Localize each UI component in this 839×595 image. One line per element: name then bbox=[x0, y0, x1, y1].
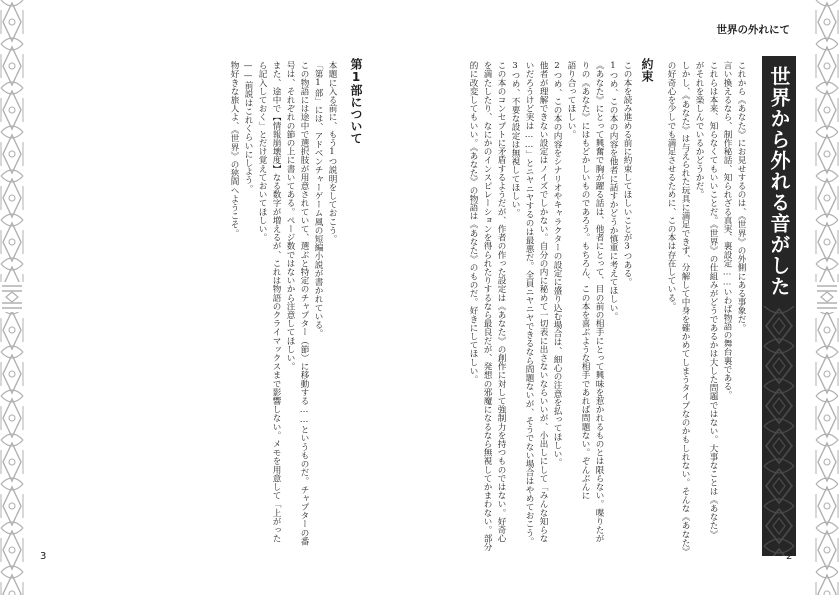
text-line: 「第1部」には、アドベンチャーゲーム風の短編小説が書かれている。 bbox=[313, 61, 323, 338]
text-line: この本のコンセプトに矛盾するようだが、作者の作った設定は《あなた》の創作に対して強制力を持つものではない。好奇心 bbox=[496, 61, 506, 543]
text-line: 言い換えるなら、制作秘話、知られざる真実、裏設定……いわば物語の舞台裏である。 bbox=[722, 61, 732, 400]
text-line: 号は、それぞれの節の上に書いてある。ページ数ではないから注意してほしい。 bbox=[285, 61, 295, 371]
chapter-title-box bbox=[762, 56, 796, 556]
text-line: また、途中で【情報崩壊度】なる数字が増えるが、これは物語のクライマックスまで影響しない。メモを用意して「上がった bbox=[271, 61, 281, 543]
left-page bbox=[0, 0, 419, 595]
text-line: りの《あなた》にはもどかしいものであろう。もちろん、この本を喜ぶような相手であれば問題ない。ぞんぶんに bbox=[580, 61, 590, 500]
page-number-left: 3 bbox=[40, 551, 47, 562]
intro-body bbox=[664, 61, 748, 571]
running-header: 世界の外れにて bbox=[716, 24, 790, 36]
text-line: 《あなた》にとって興奮で胸が躍る話は、他者にとって、目の前の相手にとって興味を惹かれるものとは限らない。喋りたが bbox=[594, 61, 604, 543]
page-number-right: 2 bbox=[786, 551, 793, 562]
text-line: 語り合ってほしい。 bbox=[566, 61, 576, 139]
section-heading-part1: 第1部について bbox=[349, 58, 363, 144]
text-line: ら記入しておく」とだけ覚えておいてほしい。 bbox=[257, 61, 267, 242]
text-line: 的に改変してもいい。《あなた》の物語は《あなた》のものだ。好きにしてほしい。 bbox=[468, 61, 478, 384]
text-line: しかし、《あなた》は与えられた玩具に満足できず、分解して中身を確かめてしまうタイプなのかもしれない。そんな《あなた》 bbox=[680, 61, 690, 556]
text-line: 物好きな旅人よ、《世界》の狭間へようこそ。 bbox=[229, 61, 239, 238]
text-line: を満たしたり、なにかのインスピレーションを得られたりするなら最良だが、発想の邪魔になるなら無視してかまわない。部分 bbox=[482, 61, 492, 552]
text-line: 3つめ、不要な設定は無視してほしい。 bbox=[510, 61, 520, 218]
part1-body bbox=[227, 61, 339, 571]
text-line: ——前説はこれくらいにしよう。 bbox=[243, 61, 253, 193]
title-box-ornament bbox=[762, 306, 796, 556]
text-line: これから《あなた》にお見せするのは、《世界》の外側にある事象だ。 bbox=[736, 61, 746, 332]
text-line: がそれを楽しんでいるかどうかだ。 bbox=[694, 61, 704, 199]
text-line: この本を読み進める前に約束してほしいことが3つある。 bbox=[622, 61, 632, 286]
text-line: いだろうけど実は……」とニヤニヤするのは最悪だ。全員ニヤニヤできるなら問題ないが、そうでない場合はやめておこう。 bbox=[524, 61, 534, 546]
text-line: これらは本来、知らなくてもいいことだ。《世界》の仕組みがどうであるかは大した問題ではない。大事なことは《あなた》 bbox=[708, 61, 718, 539]
left-ornamental-border bbox=[0, 0, 24, 595]
section-heading-promise: 約束 bbox=[640, 58, 654, 82]
text-line: 他者が理解できない設定はノイズでしかない。自分の内に秘めて一切表に出さないならいいが、小出しにして「みんな知らな bbox=[538, 61, 548, 543]
text-line: この物語には途中で選択肢が用意されていて、選ぶと特定のチャプター（節）に移動する……というものだ。チャプターの番 bbox=[299, 61, 309, 546]
text-line: 2つめ、この本の内容をシナリオやキャラクターの設定に盛り込む場合は、細心の注意を払ってほしい。 bbox=[552, 61, 562, 467]
text-line: 本題に入る前に、もう1つ説明をしておこう。 bbox=[327, 61, 337, 243]
text-line: 1つめ、この本の内容を他者に話すかどうか慎重に考えてほしい。 bbox=[608, 61, 618, 321]
promise-body bbox=[466, 61, 634, 571]
right-ornamental-border bbox=[815, 0, 839, 595]
right-page bbox=[419, 0, 839, 595]
text-line: の好奇心を少しでも満足させるために、この本は存在している。 bbox=[666, 61, 676, 311]
chapter-title: 世界から外れる音がした bbox=[767, 66, 791, 297]
